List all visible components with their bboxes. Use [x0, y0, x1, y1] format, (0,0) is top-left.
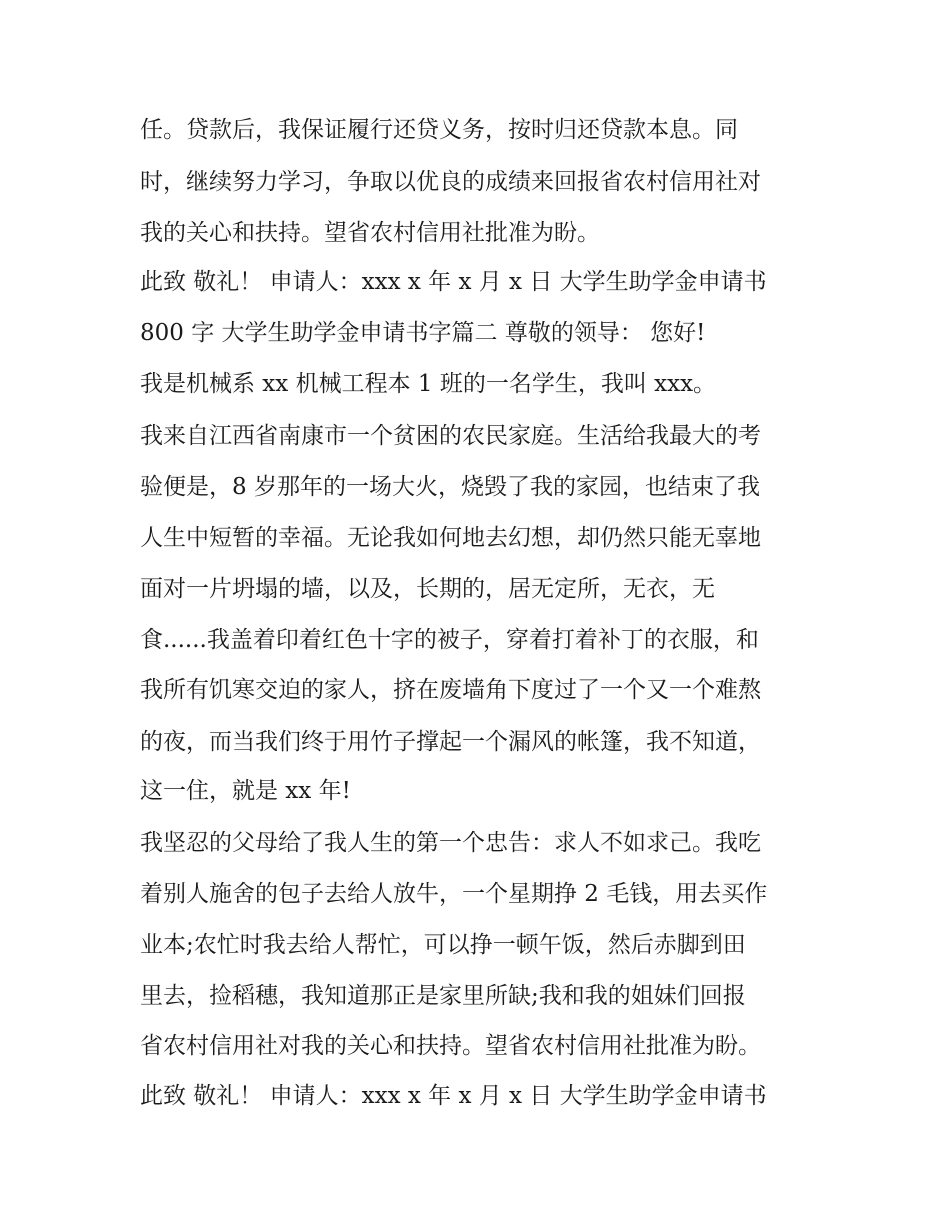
text-line: 面对一片坍塌的墙，以及，长期的，居无定所，无衣，无 — [140, 576, 715, 602]
text-line: 时，继续努力学习，争取以优良的成绩来回报省农村信用社对 — [140, 169, 761, 195]
text-line: 我坚忍的父母给了我人生的第一个忠告：求人不如求己。我吃 — [140, 830, 761, 856]
text-line: 此致 敬礼！ 申请人：xxx x 年 x 月 x 日 大学生助学金申请书 — [140, 1083, 767, 1109]
text-line: 我的关心和扶持。望省农村信用社批准为盼。 — [140, 220, 600, 246]
text-line: 我所有饥寒交迫的家人，挤在废墙角下度过了一个又一个难熬 — [140, 677, 761, 703]
text-line: 里去，捡稻穗，我知道那正是家里所缺;我和我的姐妹们回报 — [140, 983, 746, 1009]
text-line: 我是机械系 xx 机械工程本 1 班的一名学生，我叫 xxx。 — [140, 371, 717, 397]
text-line: 任。贷款后，我保证履行还贷义务，按时归还贷款本息。同 — [140, 117, 738, 143]
text-line: 的夜，而当我们终于用竹子撑起一个漏风的帐篷，我不知道， — [140, 729, 761, 755]
text-line: 此致 敬礼！ 申请人：xxx x 年 x 月 x 日 大学生助学金申请书 — [140, 269, 767, 295]
text-line: 业本;农忙时我去给人帮忙，可以挣一顿午饭，然后赤脚到田 — [140, 932, 746, 958]
text-line: 人生中短暂的幸福。无论我如何地去幻想，却仍然只能无辜地 — [140, 525, 761, 551]
text-line: 800 字 大学生助学金申请书字篇二 尊敬的领导： 您好! — [140, 320, 706, 346]
text-line: 这一住，就是 xx 年! — [140, 778, 351, 804]
text-line: 我来自江西省南康市一个贫困的农民家庭。生活给我最大的考 — [140, 423, 761, 449]
text-line: 食......我盖着印着红色十字的被子，穿着打着补丁的衣服，和 — [140, 627, 759, 653]
text-line: 着别人施舍的包子去给人放牛，一个星期挣 2 毛钱，用去买作 — [140, 881, 768, 907]
text-line: 省农村信用社对我的关心和扶持。望省农村信用社批准为盼。 — [140, 1033, 761, 1059]
text-line: 验便是，8 岁那年的一场大火，烧毁了我的家园，也结束了我 — [140, 474, 760, 500]
